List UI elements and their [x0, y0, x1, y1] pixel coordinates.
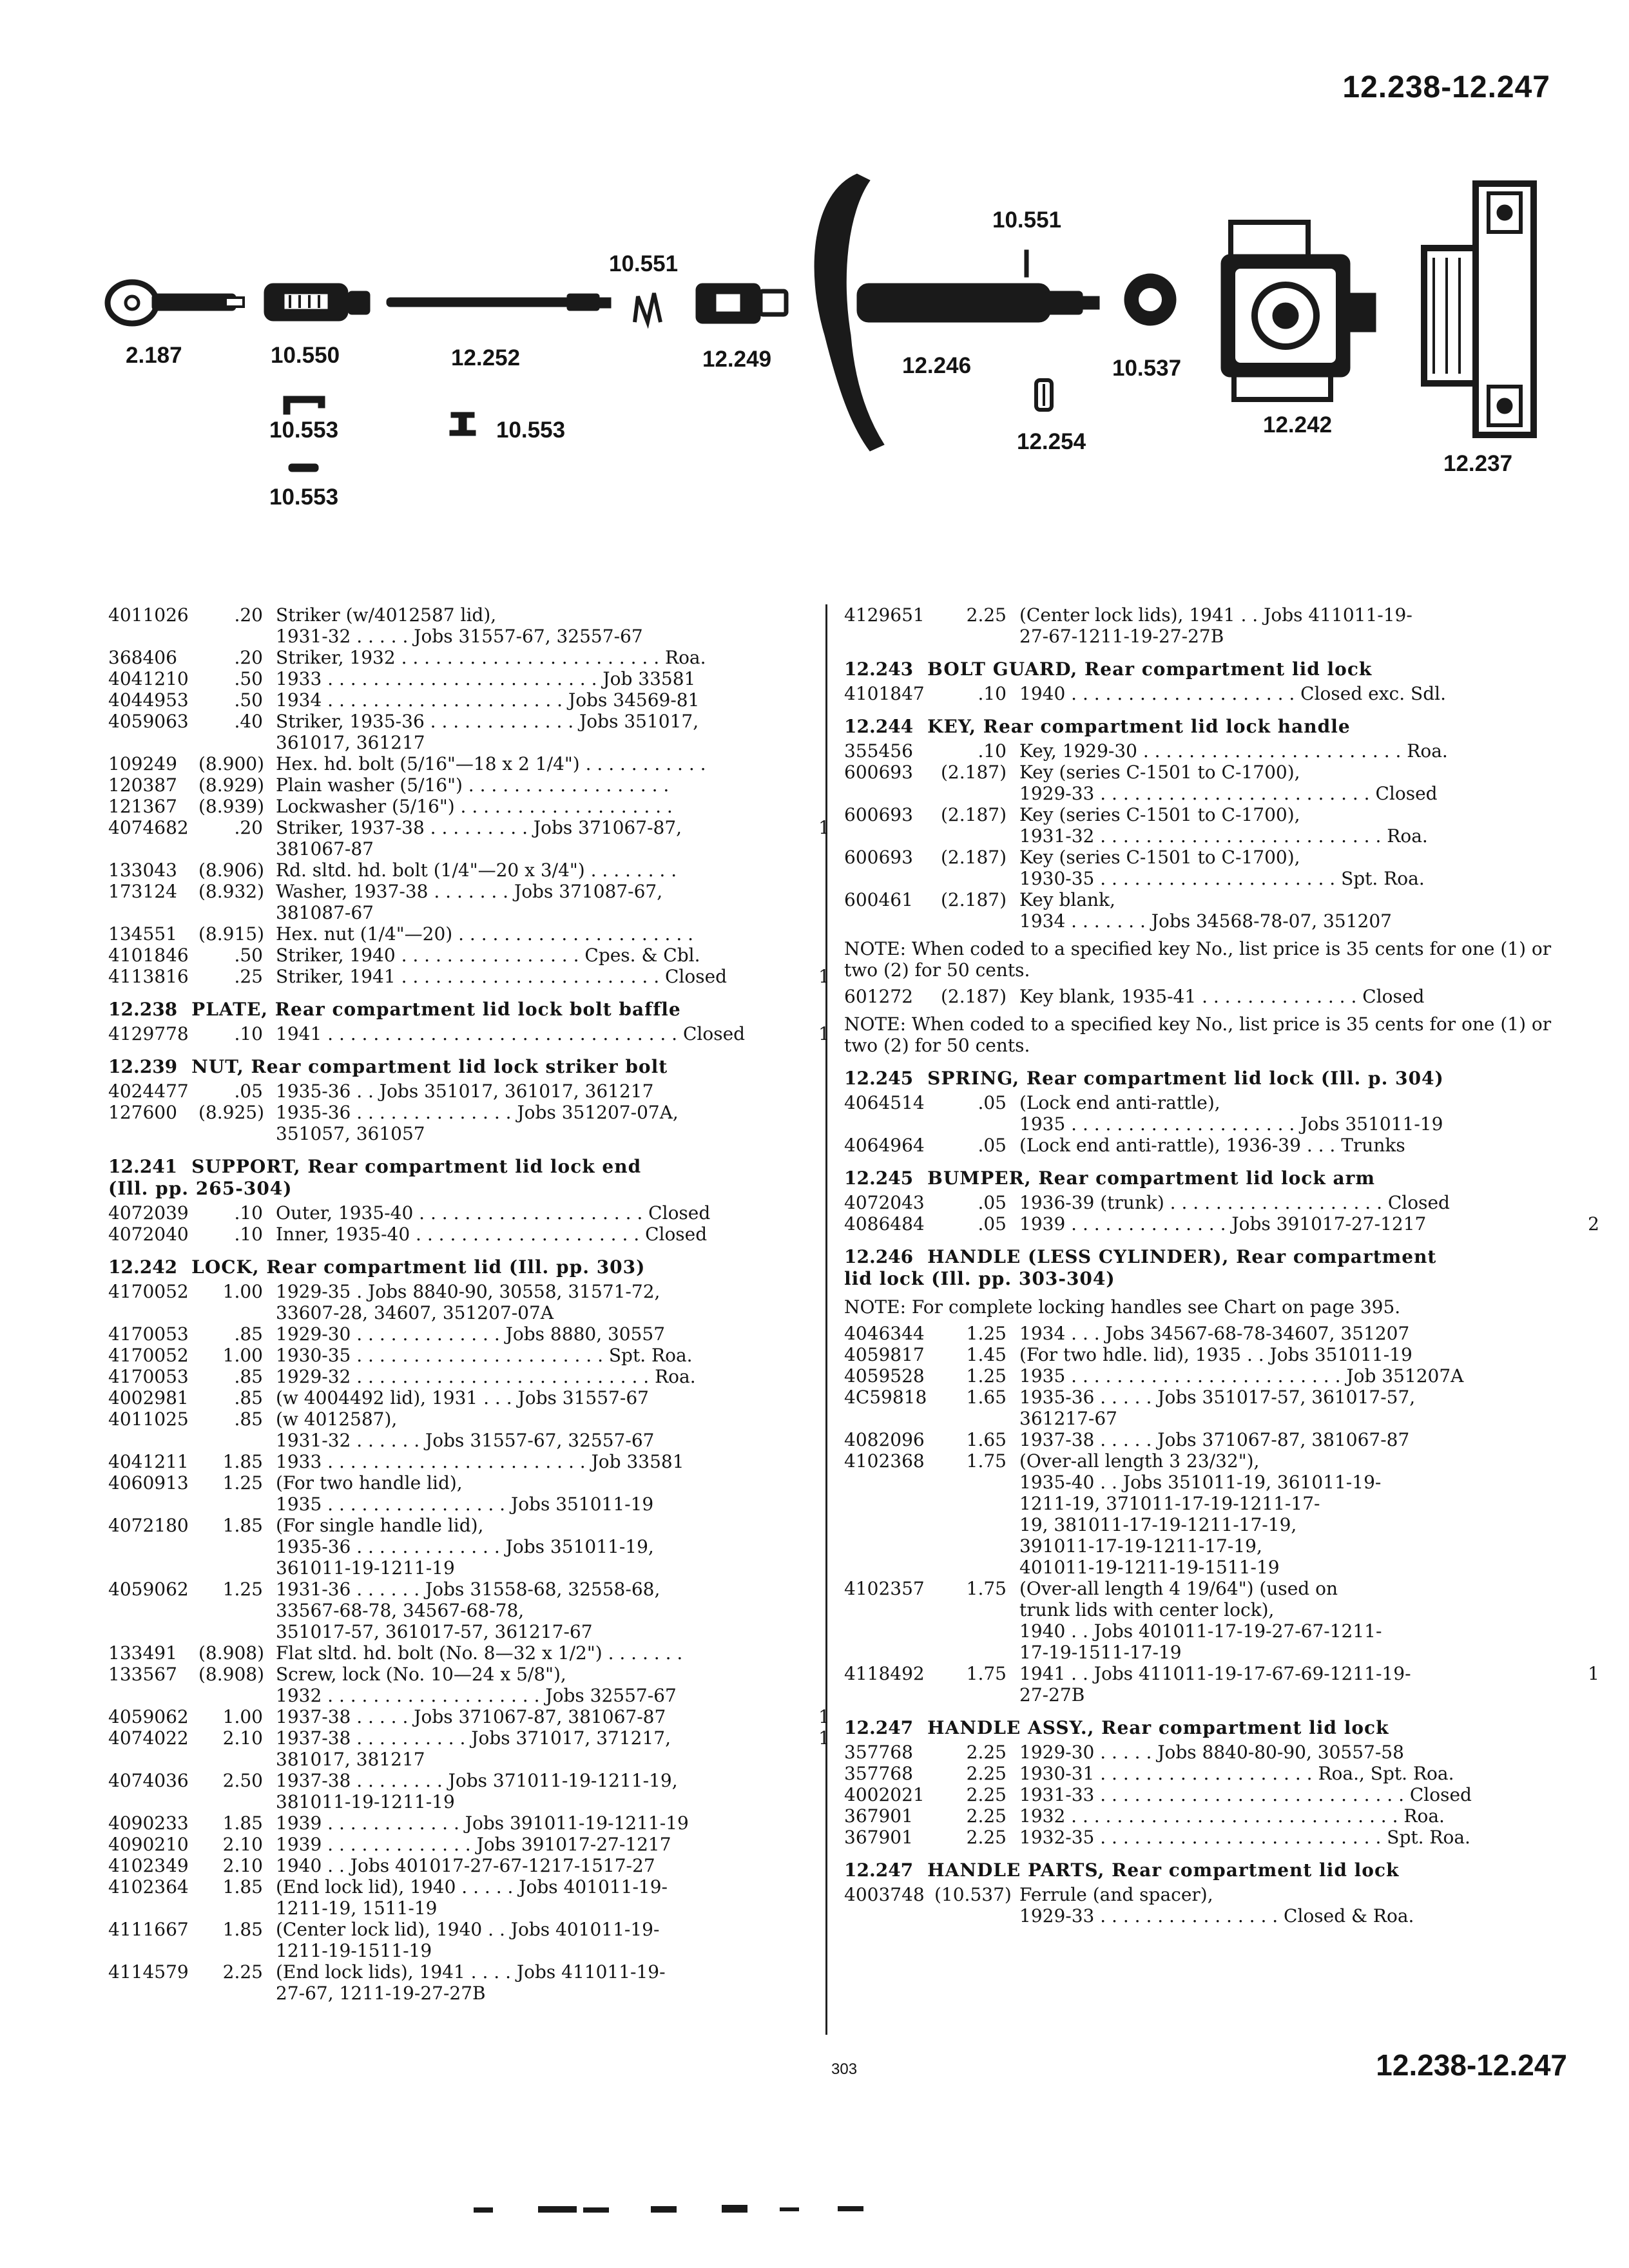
fig-label-10-550: 10.550: [271, 343, 340, 368]
part-number: 4170053: [108, 1323, 189, 1345]
part-price: (8.932): [198, 881, 265, 902]
part-price: 1.25: [966, 1365, 1007, 1387]
part-description-text: 1934 . . . Jobs 34567-68-78-34607, 351207: [1019, 1323, 1410, 1344]
group-code: 12.242: [108, 1256, 178, 1278]
part-number: 127600: [108, 1102, 177, 1123]
part-number: 600693: [844, 847, 913, 868]
group-name: NUT, Rear compartment lid lock striker bolt: [191, 1056, 668, 1077]
part-number: 4041211: [108, 1451, 189, 1472]
part-price: .25: [234, 966, 263, 987]
part-price: .20: [234, 647, 263, 668]
part-price: .10: [234, 1224, 263, 1245]
part-description-text: 1929-35 . Jobs 8840-90, 30558, 31571-72, 33607-28, 34607, 351207-07A: [276, 1281, 660, 1323]
fig-label-2-187: 2.187: [126, 343, 182, 368]
part-description-text: Striker, 1932 . . . . . . . . . . . . . . . . . . . . . . . Roa.: [276, 647, 706, 668]
part-price: .05: [978, 1135, 1007, 1156]
part-number: 133567: [108, 1664, 177, 1685]
fig-label-12-249: 12.249: [702, 347, 772, 372]
part-number: 367901: [844, 1827, 913, 1848]
part-number: 4113816: [108, 966, 189, 987]
part-price: .10: [978, 683, 1007, 704]
group-code: 12.241: [108, 1156, 178, 1177]
part-number: 357768: [844, 1763, 913, 1784]
part-number: 355456: [844, 740, 913, 762]
part-price: 1.00: [222, 1281, 263, 1302]
part-quantity: 1: [818, 1023, 830, 1044]
part-number: 4002981: [108, 1387, 189, 1408]
part-price: .20: [234, 817, 263, 838]
part-number: 4129778: [108, 1023, 189, 1044]
part-quantity: 1: [818, 817, 830, 838]
part-price: (8.925): [198, 1102, 265, 1123]
part-number: 4041210: [108, 668, 189, 689]
part-description-text: (Over-all length 4 19/64") (used on trunk lids with center lock), 1940 . . Jobs 401011-17-19-27-67-1211- 17-19-1511-17-19: [1019, 1578, 1382, 1663]
group-code: 12.247: [844, 1860, 914, 1881]
part-number: 4003748: [844, 1884, 925, 1905]
part-number: 4059528: [844, 1365, 925, 1387]
part-price: .50: [234, 945, 263, 966]
fig-label-12-246: 12.246: [902, 353, 972, 378]
part-description-text: 1932 . . . . . . . . . . . . . . . . . . . . . . . . . . . . . Roa.: [1019, 1805, 1445, 1827]
part-number: 109249: [108, 753, 177, 774]
part-price: 2.25: [966, 604, 1007, 626]
part-description-text: (Center lock lid), 1940 . . Jobs 401011-19- 1211-19-1511-19: [276, 1919, 660, 1961]
part-number: 173124: [108, 881, 177, 902]
part-number: 4C59818: [844, 1387, 927, 1408]
part-number: 4102368: [844, 1450, 925, 1472]
part-number: 133043: [108, 860, 177, 881]
part-price: .85: [234, 1366, 263, 1387]
part-description-text: 1940 . . Jobs 401017-27-67-1217-1517-27: [276, 1855, 655, 1876]
part-description-text: (w 4012587), 1931-32 . . . . . . Jobs 31557-67, 32557-67: [276, 1408, 655, 1451]
part-number: 4090233: [108, 1812, 189, 1834]
part-description-text: 1931-33 . . . . . . . . . . . . . . . . . . . . . . . . . . . Closed: [1019, 1784, 1472, 1805]
part-price: .10: [978, 740, 1007, 762]
part-price: (8.906): [198, 860, 265, 881]
part-description-text: 1939 . . . . . . . . . . . . . . Jobs 391017-27-1217: [1019, 1213, 1427, 1235]
part-price: 1.85: [222, 1812, 263, 1834]
part-description-text: (Lock end anti-rattle), 1935 . . . . . . . . . . . . . . . . . . . . Jobs 351011-19: [1019, 1092, 1443, 1135]
part-description-text: 1934 . . . . . . . . . . . . . . . . . . . . . Jobs 34569-81: [276, 689, 700, 711]
part-price: 2.25: [966, 1742, 1007, 1763]
part-description-text: 1935 . . . . . . . . . . . . . . . . . . . . . . . . Job 351207A: [1019, 1365, 1464, 1387]
group-name: BUMPER, Rear compartment lid lock arm: [927, 1168, 1376, 1189]
part-description-text: Lockwasher (5/16") . . . . . . . . . . . . . . . . . . .: [276, 796, 673, 817]
part-price: 1.85: [222, 1919, 263, 1940]
part-quantity: 2: [1588, 1213, 1599, 1235]
group-name: SUPPORT, Rear compartment lid lock end (Ill. pp. 265-304): [108, 1156, 642, 1199]
part-description-text: 1937-38 . . . . . Jobs 371067-87, 381067-87: [1019, 1429, 1410, 1450]
part-description-text: Screw, lock (No. 10—24 x 5/8"), 1932 . . . . . . . . . . . . . . . . . . . Jobs 32557-67: [276, 1664, 677, 1706]
group-name: HANDLE ASSY., Rear compartment lid lock: [927, 1717, 1389, 1738]
part-description-text: 1937-38 . . . . . Jobs 371067-87, 381067-87: [276, 1706, 666, 1727]
part-price: (8.908): [198, 1642, 265, 1664]
fig-label-10-537: 10.537: [1112, 356, 1182, 381]
part-description-text: 1929-30 . . . . . Jobs 8840-80-90, 30557-58: [1019, 1742, 1404, 1763]
part-description-text: 1940 . . . . . . . . . . . . . . . . . . . . Closed exc. Sdl.: [1019, 683, 1446, 704]
part-description-text: 1935-36 . . . . . Jobs 351017-57, 361017-57, 361217-67: [1019, 1387, 1416, 1429]
part-price: .05: [978, 1092, 1007, 1113]
group-code: 12.238: [108, 999, 178, 1020]
part-price: 1.25: [222, 1472, 263, 1494]
part-description-text: (Lock end anti-rattle), 1936-39 . . . Trunks: [1019, 1135, 1405, 1156]
part-description-text: 1939 . . . . . . . . . . . . . Jobs 391017-27-1217: [276, 1834, 671, 1855]
group-code: 12.239: [108, 1056, 178, 1077]
part-price: .05: [978, 1213, 1007, 1235]
part-number: 4059062: [108, 1706, 189, 1727]
part-number: 4102349: [108, 1855, 189, 1876]
part-description-text: 1936-39 (trunk) . . . . . . . . . . . . . . . . . . . Closed: [1019, 1192, 1450, 1213]
part-description-text: (End lock lids), 1941 . . . . Jobs 411011-19- 27-67, 1211-19-27-27B: [276, 1961, 666, 2004]
part-price: (2.187): [940, 762, 1007, 783]
part-number: 4059817: [844, 1344, 925, 1365]
part-number: 4059063: [108, 711, 189, 732]
part-price: .05: [234, 1081, 263, 1102]
part-description-text: 1933 . . . . . . . . . . . . . . . . . . . . . . . . Job 33581: [276, 668, 696, 689]
part-number: 120387: [108, 774, 177, 796]
part-description-text: Hex. nut (1/4"—20) . . . . . . . . . . . . . . . . . . . . .: [276, 923, 694, 945]
part-price: (8.939): [198, 796, 265, 817]
part-price: 1.00: [222, 1345, 263, 1366]
group-code: 12.243: [844, 658, 914, 680]
part-number: 4102364: [108, 1876, 189, 1898]
part-description-text: Outer, 1935-40 . . . . . . . . . . . . . . . . . . . . Closed: [276, 1202, 711, 1224]
part-number: 4046344: [844, 1323, 925, 1344]
group-note: NOTE: For complete locking handles see Chart on page 395.: [844, 1296, 1401, 1318]
part-price: (10.537): [934, 1884, 1012, 1905]
part-number: 4114579: [108, 1961, 189, 1983]
part-description-text: 1931-36 . . . . . . Jobs 31558-68, 32558-68, 33567-68-78, 34567-68-78, 351017-57, 361017-57, 361217-67: [276, 1579, 660, 1642]
part-price: 2.50: [222, 1770, 263, 1791]
part-description-text: Striker, 1935-36 . . . . . . . . . . . . . Jobs 351017, 361017, 361217: [276, 711, 699, 753]
part-description-text: (Center lock lids), 1941 . . Jobs 411011-19- 27-67-1211-19-27-27B: [1019, 604, 1412, 647]
part-description-text: 1941 . . . . . . . . . . . . . . . . . . . . . . . . . . . . . . . Closed: [276, 1023, 746, 1044]
group-name: KEY, Rear compartment lid lock handle: [927, 716, 1351, 737]
part-number: 4101847: [844, 683, 925, 704]
part-price: .50: [234, 689, 263, 711]
part-number: 4011026: [108, 604, 189, 626]
part-number: 367901: [844, 1805, 913, 1827]
part-number: 601272: [844, 986, 913, 1007]
page-number: 303: [831, 2061, 858, 2078]
part-price: 1.75: [966, 1578, 1007, 1599]
fig-label-10-553-a: 10.553: [269, 418, 339, 443]
part-description-text: 1929-32 . . . . . . . . . . . . . . . . . . . . . . . . . . Roa.: [276, 1366, 696, 1387]
page-footer-code-range: 12.238-12.247: [1376, 2048, 1567, 2082]
part-description-text: Key (series C-1501 to C-1700), 1931-32 . . . . . . . . . . . . . . . . . . . . . . . . . Roa.: [1019, 804, 1428, 847]
part-number: 4044953: [108, 689, 189, 711]
part-price: .20: [234, 604, 263, 626]
part-number: 4102357: [844, 1578, 925, 1599]
part-description-text: Key blank, 1934 . . . . . . . Jobs 34568-78-07, 351207: [1019, 889, 1392, 932]
part-price: .85: [234, 1387, 263, 1408]
part-number: 4072043: [844, 1192, 925, 1213]
part-number: 4072039: [108, 1202, 189, 1224]
group-code: 12.244: [844, 716, 914, 737]
part-price: 2.25: [222, 1961, 263, 1983]
group-name: BOLT GUARD, Rear compartment lid lock: [927, 658, 1373, 680]
part-number: 600693: [844, 762, 913, 783]
part-number: 4086484: [844, 1213, 925, 1235]
part-description-text: 1935-36 . . . . . . . . . . . . . . Jobs 351207-07A, 351057, 361057: [276, 1102, 679, 1144]
group-code: 12.247: [844, 1717, 914, 1738]
page-header-code-range: 12.238-12.247: [1342, 70, 1550, 104]
group-note: NOTE: When coded to a specified key No., list price is 35 cents for one (1) or two (2) for 50 cents.: [844, 938, 1552, 981]
part-description-text: Key blank, 1935-41 . . . . . . . . . . . . . . Closed: [1019, 986, 1425, 1007]
group-code: 12.245: [844, 1068, 914, 1089]
fig-label-12-254: 12.254: [1017, 429, 1086, 454]
part-price: (2.187): [940, 889, 1007, 910]
part-number: 4059062: [108, 1579, 189, 1600]
part-description-text: (For single handle lid), 1935-36 . . . . . . . . . . . . . Jobs 351011-19, 361011-19-1211-19: [276, 1515, 654, 1579]
part-number: 4101846: [108, 945, 189, 966]
part-number: 4072040: [108, 1224, 189, 1245]
part-description-text: Hex. hd. bolt (5/16"—18 x 2 1/4") . . . . . . . . . . .: [276, 753, 706, 774]
part-number: 600693: [844, 804, 913, 825]
part-description-text: Plain washer (5/16") . . . . . . . . . . . . . . . . . .: [276, 774, 670, 796]
fig-label-12-242: 12.242: [1263, 412, 1333, 437]
fig-label-10-551-b: 10.551: [992, 207, 1062, 233]
part-number: 600461: [844, 889, 913, 910]
part-number: 4074036: [108, 1770, 189, 1791]
part-description-text: (w 4004492 lid), 1931 . . . Jobs 31557-67: [276, 1387, 649, 1408]
part-number: 133491: [108, 1642, 177, 1664]
part-number: 134551: [108, 923, 177, 945]
part-quantity: 1: [818, 966, 830, 987]
part-price: 1.65: [966, 1429, 1007, 1450]
part-description-text: (For two handle lid), 1935 . . . . . . . . . . . . . . . . Jobs 351011-19: [276, 1472, 654, 1515]
part-price: 2.25: [966, 1784, 1007, 1805]
part-description-text: Rd. sltd. hd. bolt (1/4"—20 x 3/4") . . . . . . . .: [276, 860, 677, 881]
fig-label-10-553-b: 10.553: [269, 485, 339, 510]
part-description-text: Striker (w/4012587 lid), 1931-32 . . . . . Jobs 31557-67, 32557-67: [276, 604, 643, 647]
part-price: 1.25: [966, 1323, 1007, 1344]
part-price: (2.187): [940, 804, 1007, 825]
part-price: .85: [234, 1323, 263, 1345]
part-price: .40: [234, 711, 263, 732]
group-code: 12.245: [844, 1168, 914, 1189]
fig-label-12-237: 12.237: [1443, 451, 1513, 476]
group-name: LOCK, Rear compartment lid (Ill. pp. 303): [191, 1256, 646, 1278]
part-description-text: (For two hdle. lid), 1935 . . Jobs 351011-19: [1019, 1344, 1412, 1365]
part-description-text: Key, 1929-30 . . . . . . . . . . . . . . . . . . . . . . . Roa.: [1019, 740, 1448, 762]
part-price: 1.85: [222, 1451, 263, 1472]
part-price: .10: [234, 1023, 263, 1044]
part-price: (8.900): [198, 753, 265, 774]
part-description-text: Striker, 1940 . . . . . . . . . . . . . . . . Cpes. & Cbl.: [276, 945, 700, 966]
part-number: 4170052: [108, 1281, 189, 1302]
part-description-text: 1930-35 . . . . . . . . . . . . . . . . . . . . . . Spt. Roa.: [276, 1345, 693, 1366]
part-description-text: 1933 . . . . . . . . . . . . . . . . . . . . . . . Job 33581: [276, 1451, 684, 1472]
part-price: .50: [234, 668, 263, 689]
part-price: 1.45: [966, 1344, 1007, 1365]
part-description-text: 1939 . . . . . . . . . . . . Jobs 391011-19-1211-19: [276, 1812, 689, 1834]
part-description-text: 1937-38 . . . . . . . . Jobs 371011-19-1211-19, 381011-19-1211-19: [276, 1770, 678, 1812]
part-description-text: (Over-all length 3 23/32"), 1935-40 . . Jobs 351011-19, 361011-19- 1211-19, 371011-17-19-1211-17- 19, 381011-17-19-1211-17-19, 391011-17-19-1211-17-19, 401011-19-1211-19-1511-19: [1019, 1450, 1382, 1578]
part-number: 4064514: [844, 1092, 925, 1113]
part-description-text: 1929-30 . . . . . . . . . . . . . Jobs 8880, 30557: [276, 1323, 666, 1345]
part-number: 4060913: [108, 1472, 189, 1494]
part-description-text: 1935-36 . . Jobs 351017, 361017, 361217: [276, 1081, 654, 1102]
part-description-text: 1932-35 . . . . . . . . . . . . . . . . . . . . . . . . . Spt. Roa.: [1019, 1827, 1470, 1848]
part-description-text: Key (series C-1501 to C-1700), 1929-33 . . . . . . . . . . . . . . . . . . . . . . . . Closed: [1019, 762, 1438, 804]
part-price: 2.10: [222, 1855, 263, 1876]
part-price: .85: [234, 1408, 263, 1430]
part-number: 4072180: [108, 1515, 189, 1536]
part-number: 4074022: [108, 1727, 189, 1749]
fig-label-10-551-a: 10.551: [609, 251, 679, 276]
part-price: .05: [978, 1192, 1007, 1213]
part-description-text: 1930-31 . . . . . . . . . . . . . . . . . . . Roa., Spt. Roa.: [1019, 1763, 1454, 1784]
group-name: SPRING, Rear compartment lid lock (Ill. p. 304): [927, 1068, 1444, 1089]
part-number: 357768: [844, 1742, 913, 1763]
group-name: PLATE, Rear compartment lid lock bolt baffle: [191, 999, 681, 1020]
part-price: 1.25: [222, 1579, 263, 1600]
part-price: 2.10: [222, 1834, 263, 1855]
part-number: 4064964: [844, 1135, 925, 1156]
group-note: NOTE: When coded to a specified key No., list price is 35 cents for one (1) or two (2) for 50 cents.: [844, 1014, 1552, 1056]
part-price: 1.85: [222, 1515, 263, 1536]
part-price: 1.65: [966, 1387, 1007, 1408]
part-description-text: Washer, 1937-38 . . . . . . . Jobs 371087-67, 381087-67: [276, 881, 663, 923]
part-price: 2.25: [966, 1827, 1007, 1848]
part-description-text: Key (series C-1501 to C-1700), 1930-35 . . . . . . . . . . . . . . . . . . . . . Spt. Roa.: [1019, 847, 1425, 889]
part-number: 4024477: [108, 1081, 189, 1102]
part-description-text: Striker, 1937-38 . . . . . . . . . Jobs 371067-87, 381067-87: [276, 817, 682, 860]
group-code: 12.246: [844, 1246, 914, 1267]
part-price: (8.929): [198, 774, 265, 796]
part-quantity: 1: [818, 1706, 830, 1727]
fig-label-10-553-c: 10.553: [496, 418, 566, 443]
part-number: 4111667: [108, 1919, 189, 1940]
part-price: 1.75: [966, 1663, 1007, 1684]
part-description-text: 1937-38 . . . . . . . . . . Jobs 371017, 371217, 381017, 381217: [276, 1727, 671, 1770]
part-number: 4129651: [844, 604, 925, 626]
part-description-text: Inner, 1935-40 . . . . . . . . . . . . . . . . . . . . Closed: [276, 1224, 708, 1245]
part-number: 4082096: [844, 1429, 925, 1450]
part-price: (8.908): [198, 1664, 265, 1685]
part-number: 4074682: [108, 817, 189, 838]
part-number: 368406: [108, 647, 177, 668]
part-price: (8.915): [198, 923, 265, 945]
part-number: 4002021: [844, 1784, 925, 1805]
part-number: 4170052: [108, 1345, 189, 1366]
part-description-text: Ferrule (and spacer), 1929-33 . . . . . . . . . . . . . . . . Closed & Roa.: [1019, 1884, 1414, 1927]
part-price: (2.187): [940, 986, 1007, 1007]
part-number: 4090210: [108, 1834, 189, 1855]
fig-label-12-252: 12.252: [451, 345, 521, 370]
group-name: HANDLE (LESS CYLINDER), Rear compartment lid lock (Ill. pp. 303-304): [844, 1246, 1437, 1289]
part-price: 2.25: [966, 1805, 1007, 1827]
part-description-text: Striker, 1941 . . . . . . . . . . . . . . . . . . . . . . . Closed: [276, 966, 728, 987]
part-price: 1.85: [222, 1876, 263, 1898]
group-name: HANDLE PARTS, Rear compartment lid lock: [927, 1860, 1400, 1881]
part-number: 4170053: [108, 1366, 189, 1387]
part-description-text: 1941 . . Jobs 411011-19-17-67-69-1211-19- 27-27B: [1019, 1663, 1411, 1706]
part-quantity: 1: [1588, 1663, 1599, 1684]
part-price: 1.75: [966, 1450, 1007, 1472]
part-price: 2.25: [966, 1763, 1007, 1784]
part-number: 4118492: [844, 1663, 925, 1684]
part-number: 121367: [108, 796, 177, 817]
part-description-text: (End lock lid), 1940 . . . . . Jobs 401011-19- 1211-19, 1511-19: [276, 1876, 668, 1919]
part-price: (2.187): [940, 847, 1007, 868]
part-price: 1.00: [222, 1706, 263, 1727]
part-quantity: 1: [818, 1727, 830, 1749]
part-description-text: Flat sltd. hd. bolt (No. 8—32 x 1/2") . . . . . . .: [276, 1642, 683, 1664]
part-number: 4011025: [108, 1408, 189, 1430]
part-price: 2.10: [222, 1727, 263, 1749]
part-price: .10: [234, 1202, 263, 1224]
